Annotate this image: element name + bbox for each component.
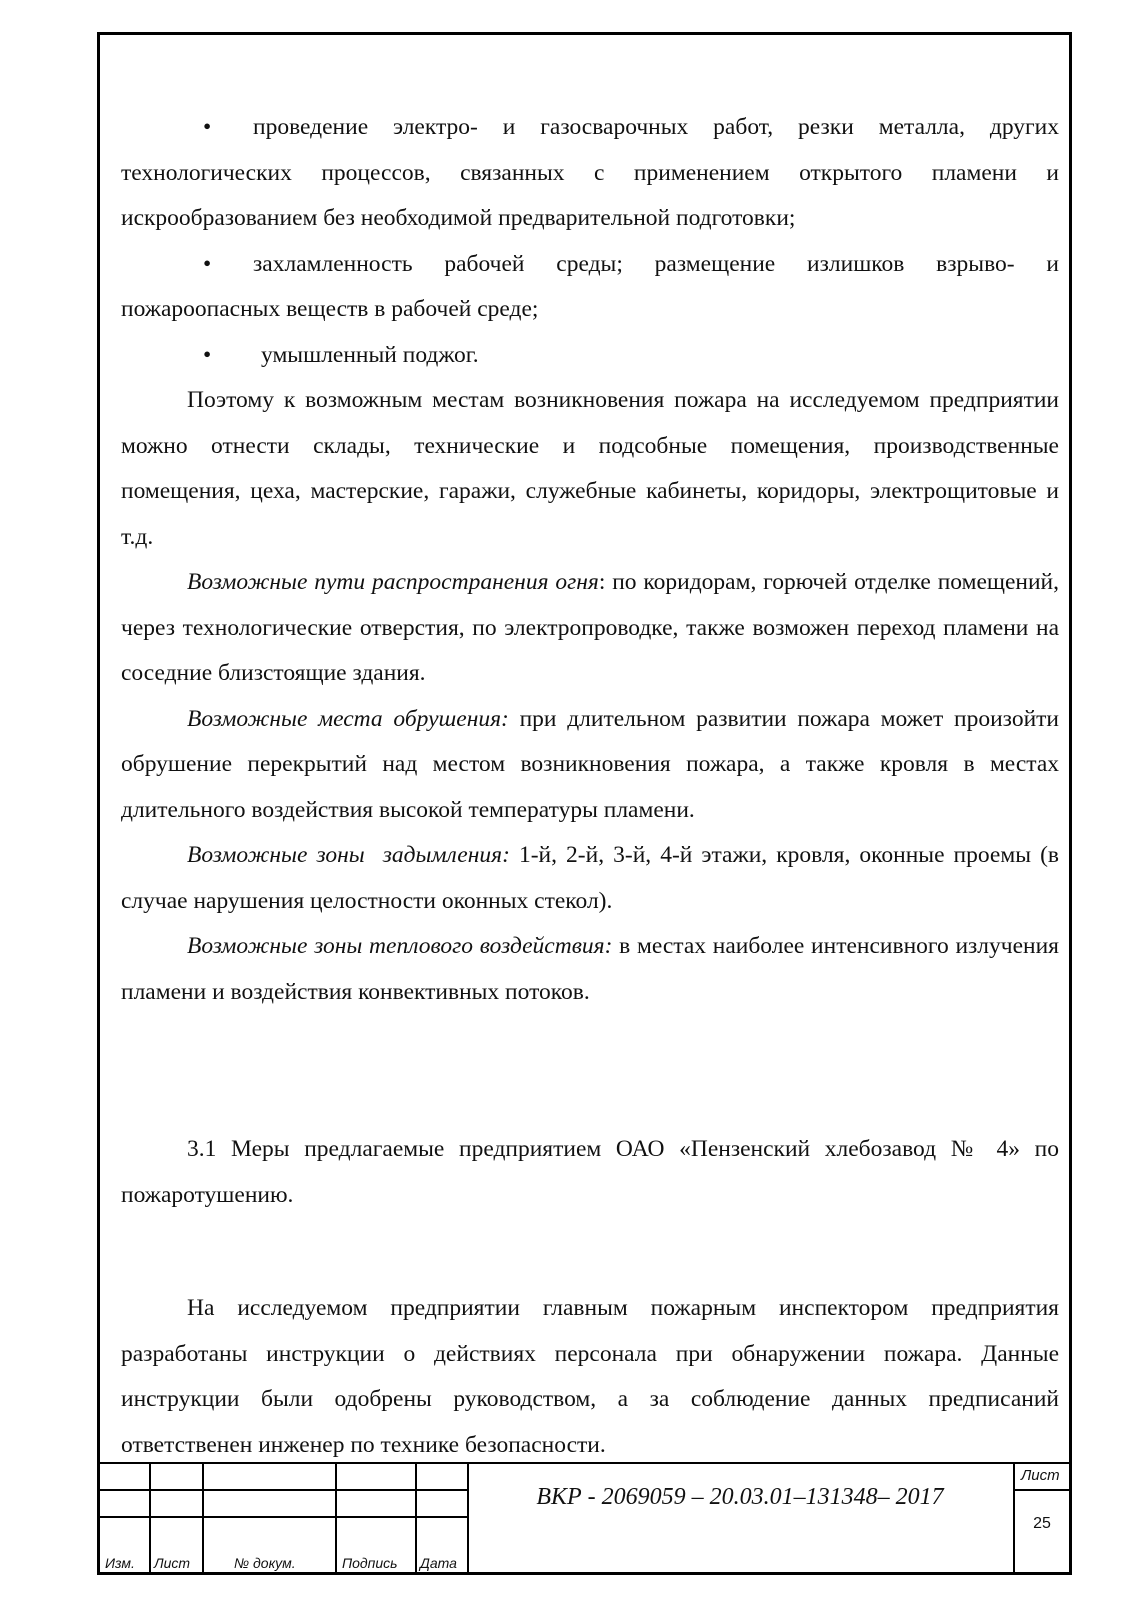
heat-label: Возможные зоны теплового воздействия:	[187, 933, 613, 959]
bullet-text-continued: технологических процессов, связанных с применением открытого пламени и искрообразованием без необходимой предварительной подготовки;	[121, 159, 1059, 231]
title-block	[97, 1462, 1072, 1575]
smoke-label: Возможные зоны задымления:	[187, 842, 510, 868]
bullet-text: проведение электро- и газосварочных работ, резки металла, других	[253, 114, 1059, 140]
bullet-marker: •	[203, 114, 212, 140]
paragraph-fire-places: Поэтому к возможным местам возникновения пожара на исследуемом предприятии можно отнести склады, технические и подсобные помещения, производственные помещения, цеха, мастерские, гаражи, служебные кабинеты, коридоры, электрощитовые и т.д.	[121, 387, 1059, 550]
paragraph-collapse	[121, 697, 1059, 834]
bullet-item-arson	[121, 333, 1059, 379]
title-block-row-line	[97, 1516, 469, 1518]
paragraph-instructions: На исследуемом предприятии главным пожарным инспектором предприятия разработаны инструкции о действиях персонала при обнаружении пожара. Данные инструкции были одобрены руководством, а за соблюдение данных предписаний ответственен инженер по технике безопасности.	[121, 1295, 1059, 1458]
bullet-item-welding	[121, 105, 1059, 242]
smoke-text: 1-й, 2-й, 3-й, 4-й этажи, кровля, оконные проемы (в случае нарушения целостности оконных стекол).	[121, 842, 1059, 914]
collapse-text: при длительном развитии пожара может произойти обрушение перекрытий над местом возникновения пожара, а также кровля в местах длительного воздействия высокой температуры пламени.	[121, 705, 1059, 823]
bullet-marker: •	[203, 250, 212, 277]
heat-text: в местах наиболее интенсивного излучения пламени и воздействия конвективных потоков.	[121, 933, 1059, 1005]
col-izm-label: Изм.	[105, 1555, 135, 1571]
title-block-column-line	[149, 1462, 151, 1575]
fire-spread-label: Возможные пути распространения огня	[187, 569, 599, 595]
col-list-label: Лист	[154, 1555, 191, 1571]
bullet-text-continued: пожароопасных веществ в рабочей среде;	[121, 296, 539, 322]
paragraph-smoke	[121, 833, 1059, 924]
col-date-label: Дата	[420, 1555, 457, 1571]
title-block-column-line	[202, 1462, 204, 1575]
title-block-top-border	[97, 1462, 1072, 1464]
sheet-cell-line	[1015, 1489, 1072, 1491]
bullet-text: умышленный поджог.	[261, 341, 479, 368]
sheet-number: 25	[1033, 1515, 1051, 1532]
bullet-item-clutter	[121, 242, 1059, 333]
document-body	[121, 105, 1059, 1468]
spacer	[121, 1218, 1059, 1286]
paragraph-heat	[121, 924, 1059, 1015]
title-block-column-line	[467, 1462, 469, 1575]
title-block-column-line	[335, 1462, 337, 1575]
document-code: ВКР - 2069059 – 20.03.01–131348– 2017	[536, 1484, 944, 1510]
col-doc-label: № докум.	[234, 1555, 296, 1571]
spacer	[121, 1083, 1059, 1127]
title-block-row-line	[97, 1489, 469, 1491]
title-block-column-line	[415, 1462, 417, 1575]
bullet-marker: •	[203, 341, 212, 368]
collapse-label: Возможные места обрушения:	[187, 705, 509, 732]
col-sign-label: Подпись	[342, 1555, 398, 1571]
section-heading: 3.1 Меры предлагаемые предприятием ОАО «Пензенский хлебозавод № 4» по пожаротушению.	[121, 1136, 1059, 1208]
fire-spread-text: : по коридорам, горючей отделке помещений, через технологические отверстия, по электропроводке, также возможен переход пламени на соседние близстоящие здания.	[121, 569, 1060, 686]
bullet-text: захламленность рабочей среды; размещение излишков взрыво- и	[253, 250, 1059, 277]
sheet-label: Лист	[1021, 1467, 1060, 1484]
spacer	[121, 1015, 1059, 1083]
paragraph-fire-spread	[121, 560, 1059, 697]
